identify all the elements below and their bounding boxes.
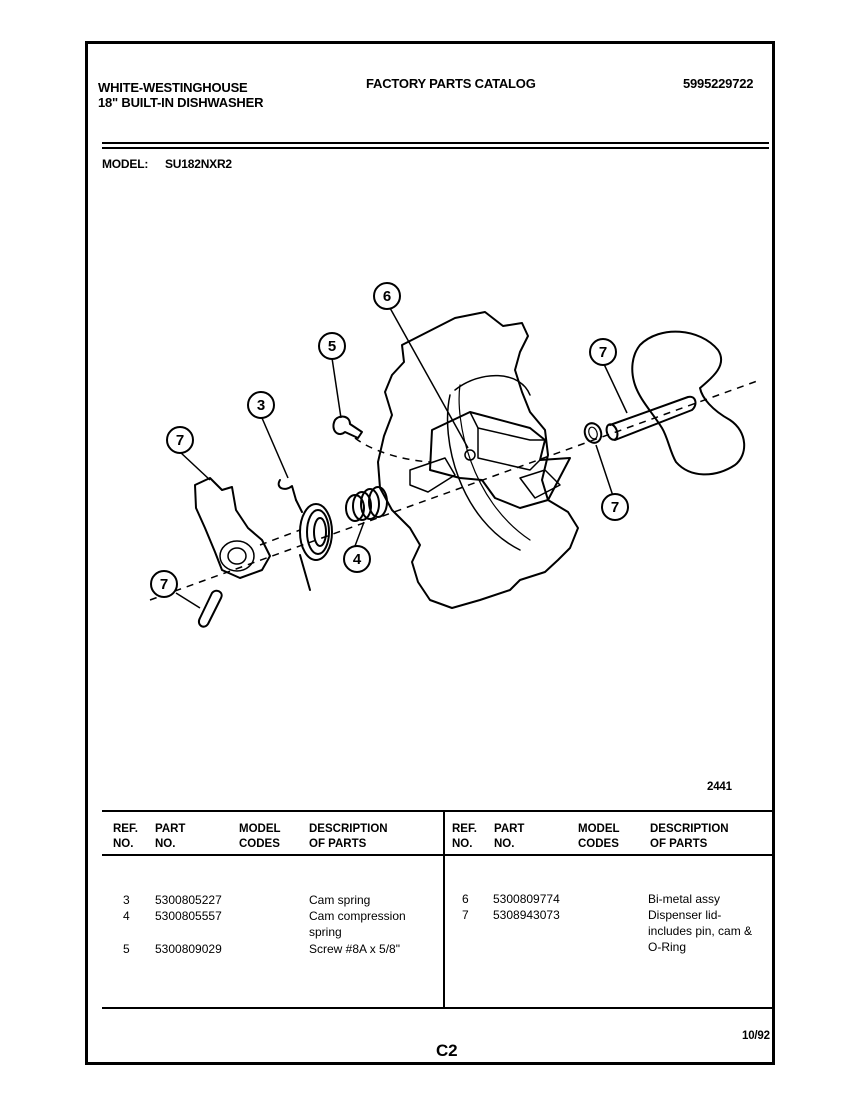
callout-label: 7 (610, 499, 620, 516)
brand-name: WHITE-WESTINGHOUSE (98, 80, 248, 95)
catalog-title: FACTORY PARTS CATALOG (366, 76, 536, 91)
figure-number: 2441 (707, 781, 732, 793)
callout-label: 4 (352, 551, 362, 568)
product-name: 18" BUILT-IN DISHWASHER (98, 95, 264, 110)
o-ring (582, 421, 604, 445)
header-model: MODEL CODES (239, 823, 281, 850)
model-value: SU182NXR2 (165, 157, 232, 171)
header-model-right: MODEL CODES (578, 823, 620, 850)
bimetal-assy (430, 412, 570, 508)
callout-label: 3 (256, 397, 266, 414)
pin-left (199, 591, 222, 627)
table-rule-bottom (102, 1007, 775, 1009)
revision-date: 10/92 (742, 1030, 770, 1042)
header-ref: REF. NO. (113, 823, 138, 850)
catalog-number: 5995229722 (683, 76, 754, 91)
header-desc-right: DESCRIPTION OF PARTS (650, 823, 729, 850)
callout-label: 5 (327, 338, 337, 355)
model-label: MODEL: (102, 157, 149, 171)
header-desc: DESCRIPTION OF PARTS (309, 823, 388, 850)
callout-label: 7 (175, 432, 185, 449)
screw (333, 417, 362, 438)
header-ref-right: REF. NO. (452, 823, 477, 850)
table-divider (443, 812, 445, 1008)
table-rule-top (102, 810, 775, 812)
callout-label: 6 (382, 288, 392, 305)
callout-label: 7 (598, 344, 608, 361)
table-rule-header (102, 854, 775, 856)
header-part-right: PART NO. (494, 823, 525, 850)
callout-label: 7 (159, 576, 169, 593)
page-number: C2 (436, 1041, 458, 1060)
compression-spring (346, 487, 387, 521)
dispenser-lid (632, 332, 744, 475)
header-part: PART NO. (155, 823, 186, 850)
